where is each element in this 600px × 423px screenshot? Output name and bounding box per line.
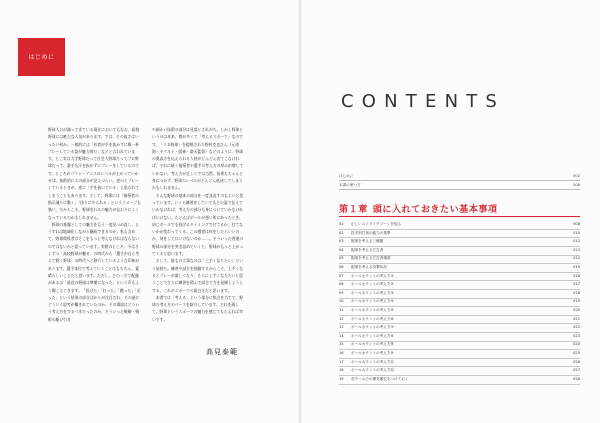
toc-item-title: ボールカウントの考え方⑦ <box>351 325 394 330</box>
toc-item-page: 027 <box>573 368 580 373</box>
toc-item-number: 15 <box>339 342 344 347</box>
front-matter-page: 008 <box>573 183 580 187</box>
toc-item-page: 026 <box>573 359 580 364</box>
toc-item-title: ボールカウントの考え方③ <box>351 290 394 295</box>
preface-column-1: 野球人口が減ってきている現在においてもなお、高校野球には絶大な人気があります。では、その高さはいったい何か。一般的には「若者が手を抜かずに唯一杯プレーしている姿が魅力的だ」などと言われています。とこ実は大学野球だって社会人野球だってプロ野球だって、誰手も汗を抜かずにプレーをしているのです。ところがパフォーマンスのレベルが上がっていかせば、技術的にエの部分が見えづらい。逆のとプレーしているときが、逆に「手を抜いている」と思われてしまうこともあります。そして、野球には「指導者の指示通りに動く」「固りにやられる」というイメージも強い。だからこそ、野球をれるの魅力が伝わりにくくなっているのかもしれません。 野球の基盤としての魅力をもう一度見つめ直し、とうすれば地域化しながら継続できるのか。私も含めて、野球関係者はそこをもっと考えなければならないのではないかと思っています。実際のところ、今はさしずつ「高校野球が魅せ」の時代から「選手が自ら考えて動く野球」の時代へと移行しているような印象があります。選手本位で考えていくことはもちろん、素晴らしいことだと思います。ただし、その一方で配慮があるは「最近の野球は準備になった」という声もよく聞こえてきます。「投げた」「打った」「跳った」「走った」という結果の部分ばかりが注目され、その過にどういう思考が働きれていたのか、その場面はどういう考え方をするべきだったのか、そういった戦略・戦術の駆け引き <box>48 127 141 322</box>
toc-item-title: ボールカウントの考え方⑫ <box>351 368 395 373</box>
toc-item-number: 03 <box>339 239 344 244</box>
toc-item-page: 016 <box>573 273 580 278</box>
toc-item-title: ボールカウントの考え方⑩ <box>351 351 394 355</box>
preface-column-2: や細かい技術の部分は見落とされがち。しかし野球というのは本来、間が多くて「考えるスポーツ」なのです。「ＩＤ野球」を提唱された野村克也さん（元南海・ヤクルト・阪神・楽天監督）などのように、野球の奥深さを伝えられる人材がどんどん出てこなければ、それに続く指導者や選手の考え方の厚みが増していかない。考え方が乏しいでは当然、技術もちゃんと身につかず、野球のレベルがどんどん低迷してしまうかもしれません。 そんな野球の基本の部分を一度見直すのもよいと思っています。いくら練習をしていてもその裏で伝えていかなければ、考え方の部分も身についていかなければいけない。たとえばボールが悪い所にあったとき、同じボールでも投げるタイミングで打てるか、打てないかが変わってくる。この感覚は何をしたらいいのか、何をしてはいけないのか……。そういった普通の野球の部分を突き詰めていくと、野球がもっと上がってくると思います。 そして、最もの大事なのは「上手くなりたい」という気持ち。練習や試合を経験するからこそ、上手くなるとプレーが楽しくなり、さらに上手くなりたいと思うことでさらに練習を積んで試合で力を発揮しようとする。これがスポーツの面白さだと思います。 本書では「考える」という部分に焦点を当てて、野球の考え方のベースを紹介しています。それを通して、野球というスポーツの魅力を感じてもらえれば幸いです。 <box>152 127 244 322</box>
toc-item-title: ボールカウントの考え方④ <box>351 299 394 304</box>
toc-item-number: 18 <box>339 368 344 373</box>
toc-item[interactable] <box>339 375 580 385</box>
toc-item-title: ボールカウントの考え方⑥ <box>351 316 394 321</box>
toc-item-number: 01 <box>339 222 344 226</box>
toc-item-number: 12 <box>339 316 344 321</box>
toc-item-page: 021 <box>573 316 580 321</box>
toc-item-title: 配球を考える左打者 <box>351 247 384 252</box>
toc-item-page: 024 <box>573 342 580 347</box>
toc-item-page: 013 <box>573 247 580 252</box>
toc-item-number: 06 <box>339 265 344 269</box>
contents-heading: CONTENTS <box>341 91 506 112</box>
chapter-rule <box>339 216 580 217</box>
front-matter-label: はじめに <box>339 174 354 178</box>
toc-item-page: 023 <box>573 333 580 338</box>
front-matter-entry <box>339 181 580 190</box>
front-matter-page: 002 <box>573 174 580 178</box>
toc-item-page: 008 <box>573 222 580 226</box>
toc-item-title: ボールカウントの考え方⑧ <box>351 333 394 338</box>
toc-item-title: 配球を考える攻撃状況 <box>351 265 387 269</box>
toc-item-page: 012 <box>573 239 580 244</box>
toc-item-number: 10 <box>339 299 344 304</box>
toc-item-number: 11 <box>339 308 344 312</box>
toc-item-title: ボールカウントの考え方⑨ <box>351 342 394 347</box>
toc-item-title: 各チームでの優先順位をつけておく <box>351 376 409 381</box>
toc-item-page: 020 <box>573 308 580 312</box>
chapter-number: 第１章 <box>339 205 368 215</box>
toc-item-page: 015 <box>573 265 580 269</box>
toc-item-number: 02 <box>339 230 344 235</box>
toc-item-page: 022 <box>573 325 580 330</box>
toc-item-number: 05 <box>339 256 344 261</box>
toc-item-title: ボールカウントの考え方① <box>351 273 394 278</box>
chapter-title: 頭に入れておきたい基本事項 <box>372 205 498 215</box>
toc-item-page: 010 <box>573 230 580 235</box>
toc-item-number: 16 <box>339 351 344 355</box>
toc-item-title: ボールカウントの考え方⑤ <box>351 308 394 312</box>
toc-item-title: ボールカウントの考え方⑪ <box>351 359 395 364</box>
section-tab-label: はじめに <box>28 54 55 61</box>
toc-item-number: 17 <box>339 359 344 364</box>
toc-item-number: 04 <box>339 247 344 252</box>
toc-item-page: 025 <box>573 351 580 355</box>
chapter-heading <box>339 202 498 215</box>
toc-item-title: 正しいストライクゾーンを知る <box>351 222 402 226</box>
toc-item-number: 08 <box>339 282 344 287</box>
page-gutter <box>298 0 302 423</box>
toc-item-number: 19 <box>339 376 344 381</box>
section-tab <box>18 38 65 76</box>
toc-item-title: 配球を考える左打者場面 <box>351 256 391 261</box>
author-signature: 高見泰範 <box>206 348 238 356</box>
toc-item-page: 028 <box>573 376 580 381</box>
toc-item-number: 14 <box>339 333 344 338</box>
toc-item-title: 配球を考える三種類 <box>351 239 384 244</box>
toc-item-page: 018 <box>573 290 580 295</box>
toc-item-number: 13 <box>339 325 344 330</box>
toc-item-page: 014 <box>573 256 580 261</box>
toc-item-title: ボールカウントの考え方② <box>351 282 394 287</box>
toc-item-number: 07 <box>339 273 344 278</box>
toc-item-title: 投手別打者の能力の基準 <box>351 230 391 235</box>
front-matter-entry <box>339 172 580 181</box>
toc-item-page: 017 <box>573 282 580 287</box>
toc-item-page: 019 <box>573 299 580 304</box>
toc-item-number: 09 <box>339 290 344 295</box>
front-matter-label: 本書の使い方 <box>339 183 361 187</box>
